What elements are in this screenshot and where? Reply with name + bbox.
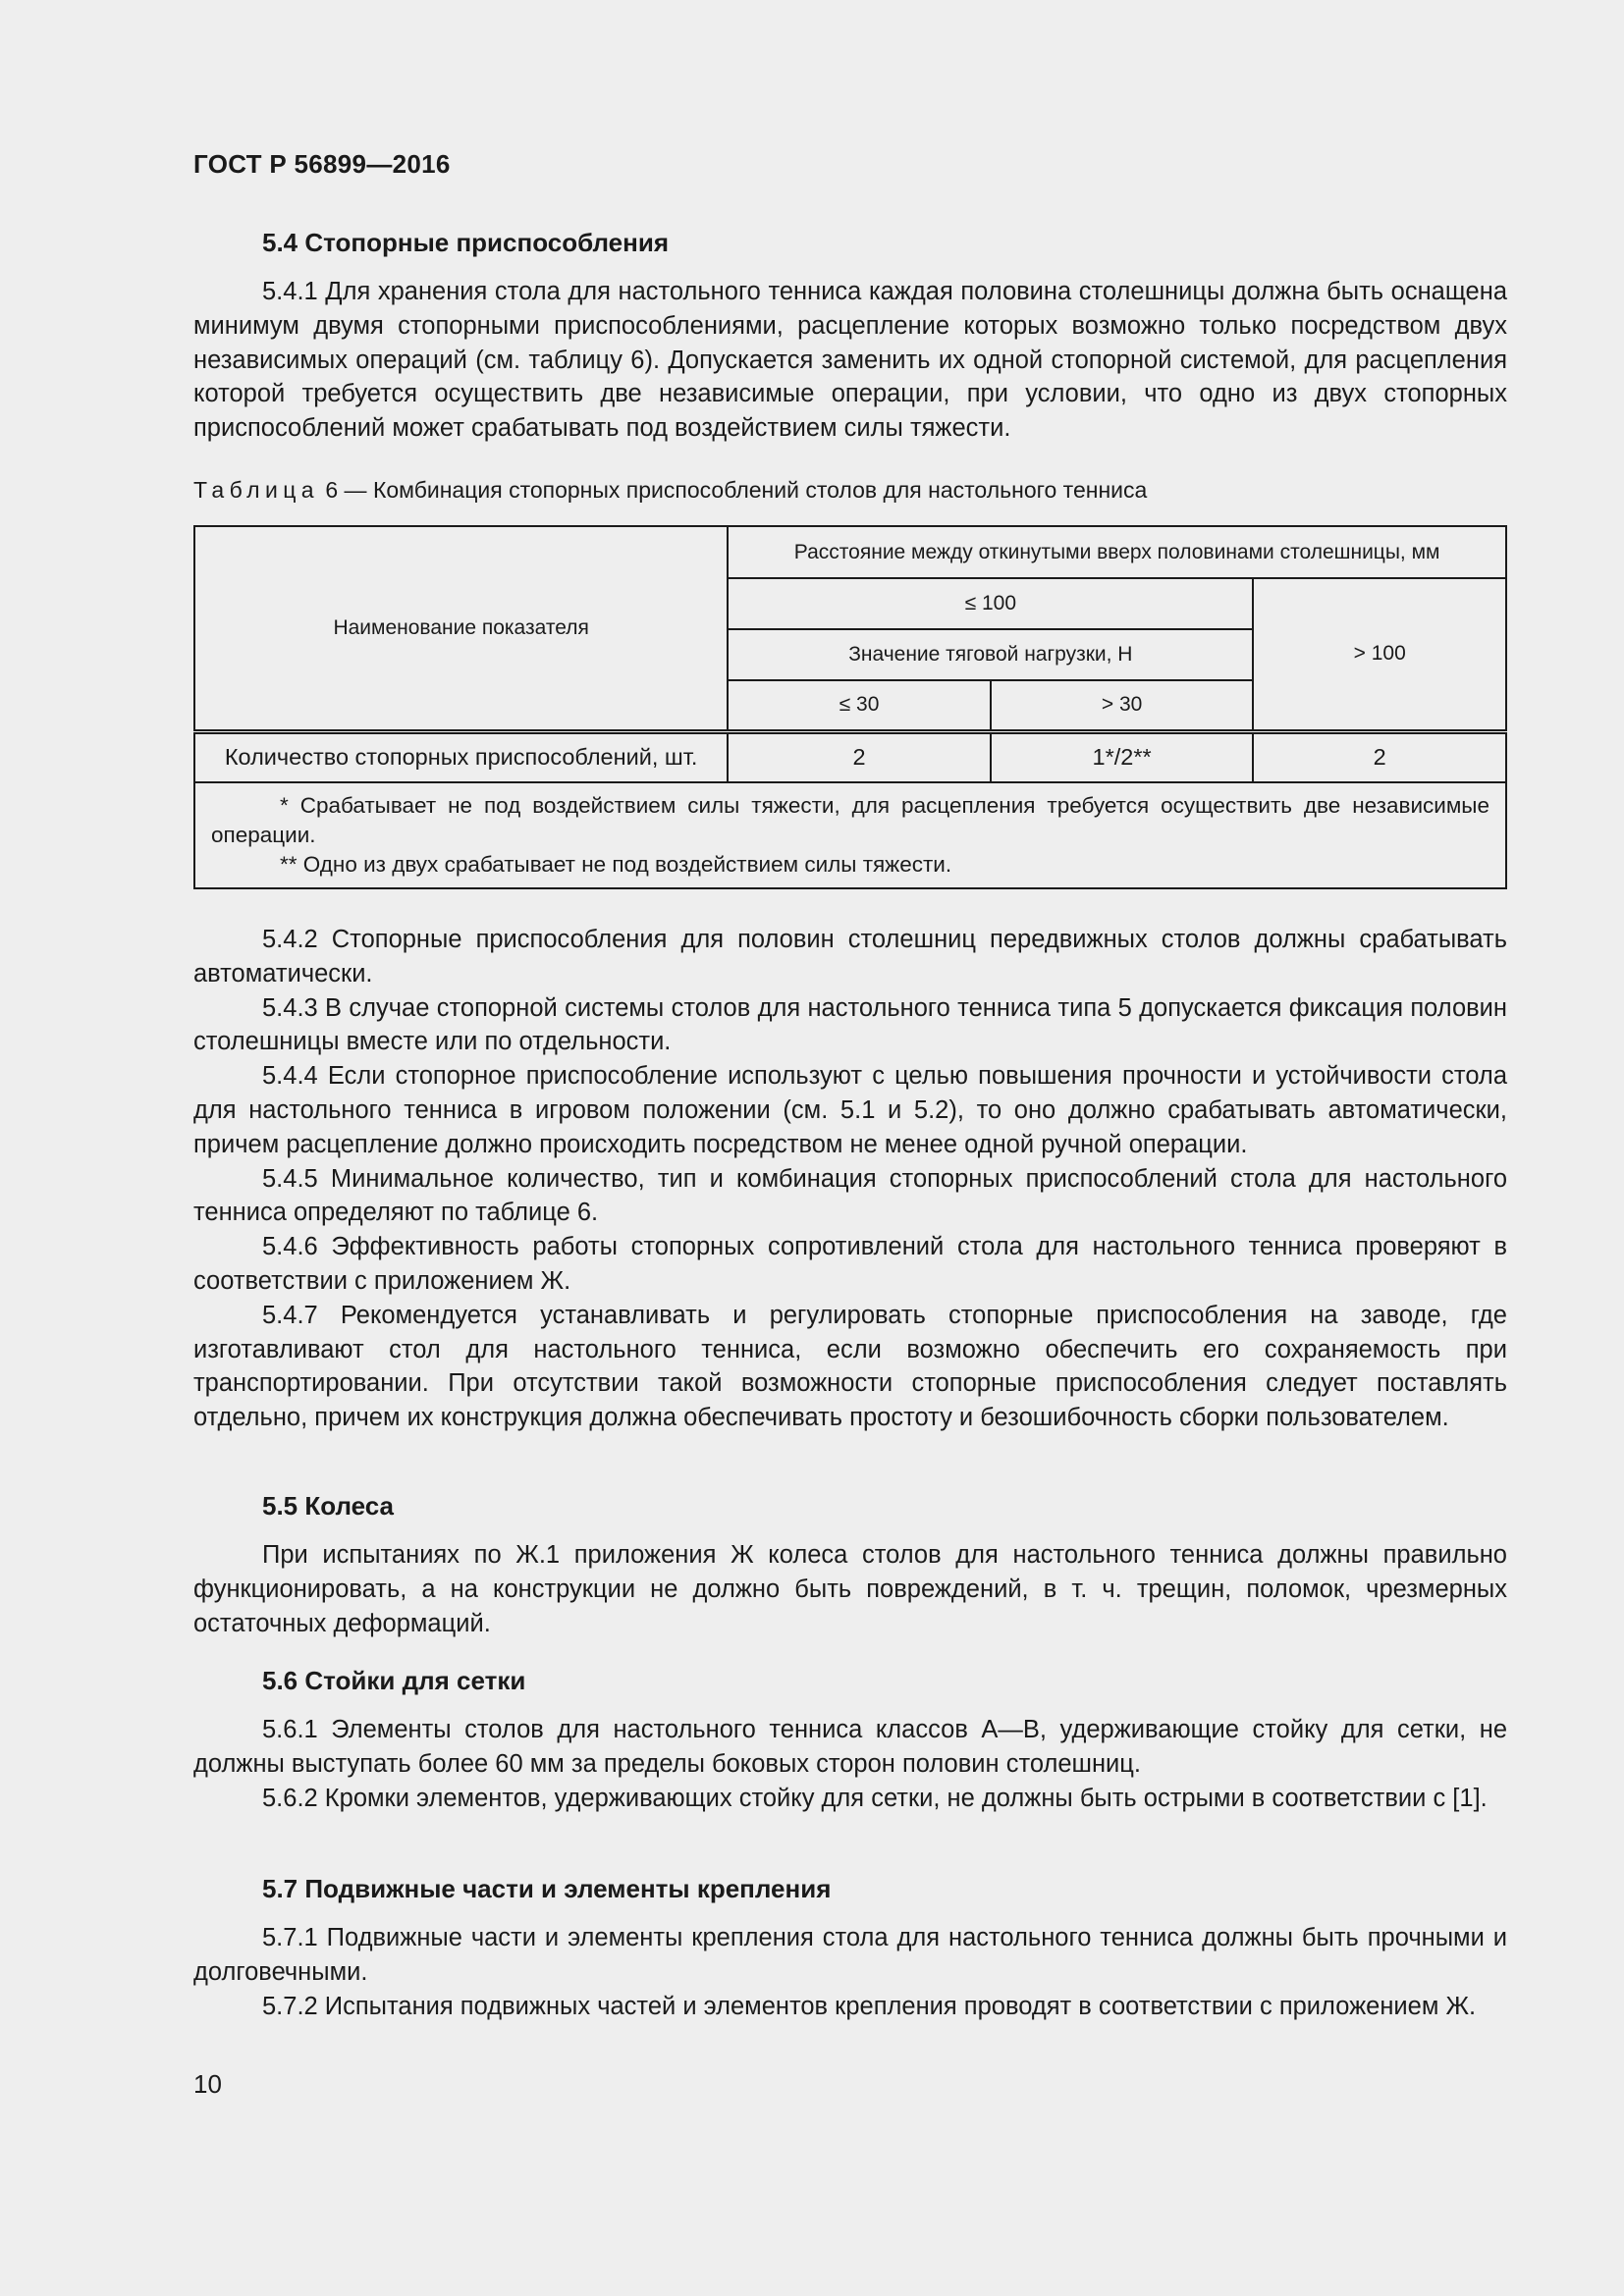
table-notes	[194, 782, 1506, 888]
page-number: 10	[193, 2069, 222, 2099]
table-6	[193, 525, 1507, 889]
table-caption-prefix: Таблица	[193, 477, 319, 503]
paragraph-5-7-1: 5.7.1 Подвижные части и элементы крепления стола для настольного тенниса должны быть прочными и долговечными.	[193, 1924, 1507, 1986]
row-value: 1*/2**	[991, 731, 1254, 782]
paragraph-5-7-2: 5.7.2 Испытания подвижных частей и элементов крепления проводят в соответствии с приложением Ж.	[262, 1992, 1477, 2020]
table-note-2: ** Одно из двух срабатывает не под воздействием силы тяжести.	[280, 852, 952, 877]
header-le-100: ≤ 100	[728, 578, 1253, 629]
header-indicator-name: Наименование показателя	[194, 526, 728, 731]
paragraph-5-4-2: 5.4.2 Стопорные приспособления для половин столешниц передвижных столов должны срабатывать автоматически.	[193, 926, 1507, 988]
header-gt-100: > 100	[1253, 578, 1506, 731]
row-value: 2	[728, 731, 991, 782]
table-caption	[193, 477, 1507, 504]
table-header-row	[194, 526, 1506, 578]
header-load: Значение тяговой нагрузки, Н	[728, 629, 1253, 680]
paragraph-5-4-1: 5.4.1 Для хранения стола для настольного тенниса каждая половина столешницы должна быть оснащена минимум двумя стопорными приспособлениями, расцепление которых возможно только посредством двух независимых операций (см. таблицу 6). Допускается заменить их одной стопорной системой, для расцепления которой требуется осуществить две независимые операции, при условии, что одно из двух стопорных приспособлений может срабатывать под воздействием силы тяжести.	[193, 278, 1507, 443]
table-note-1: * Срабатывает не под воздействием силы тяжести, для расцепления требуется осуществить две независимые операции.	[211, 793, 1489, 847]
paragraph-5-5: При испытаниях по Ж.1 приложения Ж колеса столов для настольного тенниса должны правильно функционировать, а на конструкции не должно быть повреждений, в т. ч. трещин, поломок, чрезмерных остаточных деформаций.	[193, 1541, 1507, 1637]
section-5-4-continued	[193, 923, 1507, 1435]
section-5-7	[193, 1874, 1507, 2023]
paragraph-5-4-5: 5.4.5 Минимальное количество, тип и комбинация стопорных приспособлений стола для настольного тенниса определяют по таблице 6.	[193, 1164, 1507, 1227]
section-heading: 5.7 Подвижные части и элементы крепления	[262, 1874, 832, 1903]
row-label: Количество стопорных приспособлений, шт.	[194, 731, 728, 782]
section-heading: 5.6 Стойки для сетки	[262, 1666, 526, 1695]
document-header: ГОСТ Р 56899—2016	[193, 149, 451, 179]
header-le-30: ≤ 30	[728, 680, 991, 731]
section-5-6	[193, 1666, 1507, 1815]
section-5-5	[193, 1491, 1507, 1640]
section-heading: 5.5 Колеса	[262, 1491, 394, 1521]
row-value: 2	[1253, 731, 1506, 782]
paragraph-5-6-2: 5.6.2 Кромки элементов, удерживающих стойку для сетки, не должны быть острыми в соответствии с [1].	[262, 1784, 1488, 1812]
table-caption-text: 6 — Комбинация стопорных приспособлений столов для настольного тенниса	[318, 477, 1148, 503]
section-heading: 5.4 Стопорные приспособления	[262, 228, 669, 257]
paragraph-5-6-1: 5.6.1 Элементы столов для настольного тенниса классов А—В, удерживающие стойку для сетки, не должны выступать более 60 мм за пределы боковых сторон половин столешниц.	[193, 1716, 1507, 1778]
paragraph-5-4-6: 5.4.6 Эффективность работы стопорных сопротивлений стола для настольного тенниса проверяют в соответствии с приложением Ж.	[193, 1233, 1507, 1295]
header-distance: Расстояние между откинутыми вверх половинами столешницы, мм	[728, 526, 1506, 578]
paragraph-5-4-4: 5.4.4 Если стопорное приспособление используют с целью повышения прочности и устойчивости стола для настольного тенниса в игровом положении (см. 5.1 и 5.2), то оно должно срабатывать автоматически, причем расцепление должно происходить посредством не менее одной ручной операции.	[193, 1062, 1507, 1158]
table-row	[194, 731, 1506, 782]
paragraph-5-4-7: 5.4.7 Рекомендуется устанавливать и регулировать стопорные приспособления на заводе, где изготавливают стол для настольного тенниса, если возможно обеспечить его сохраняемость при транспортировании. При отсутствии такой возможности стопорные приспособления следует поставлять отдельно, причем их конструкция должна обеспечивать простоту и безошибочность сборки пользователем.	[193, 1301, 1507, 1432]
paragraph-5-4-3: 5.4.3 В случае стопорной системы столов для настольного тенниса типа 5 допускается фиксация половин столешницы вместе или по отдельности.	[193, 993, 1507, 1056]
table-notes-row	[194, 782, 1506, 888]
section-5-4	[193, 228, 1507, 446]
header-gt-30: > 30	[991, 680, 1254, 731]
